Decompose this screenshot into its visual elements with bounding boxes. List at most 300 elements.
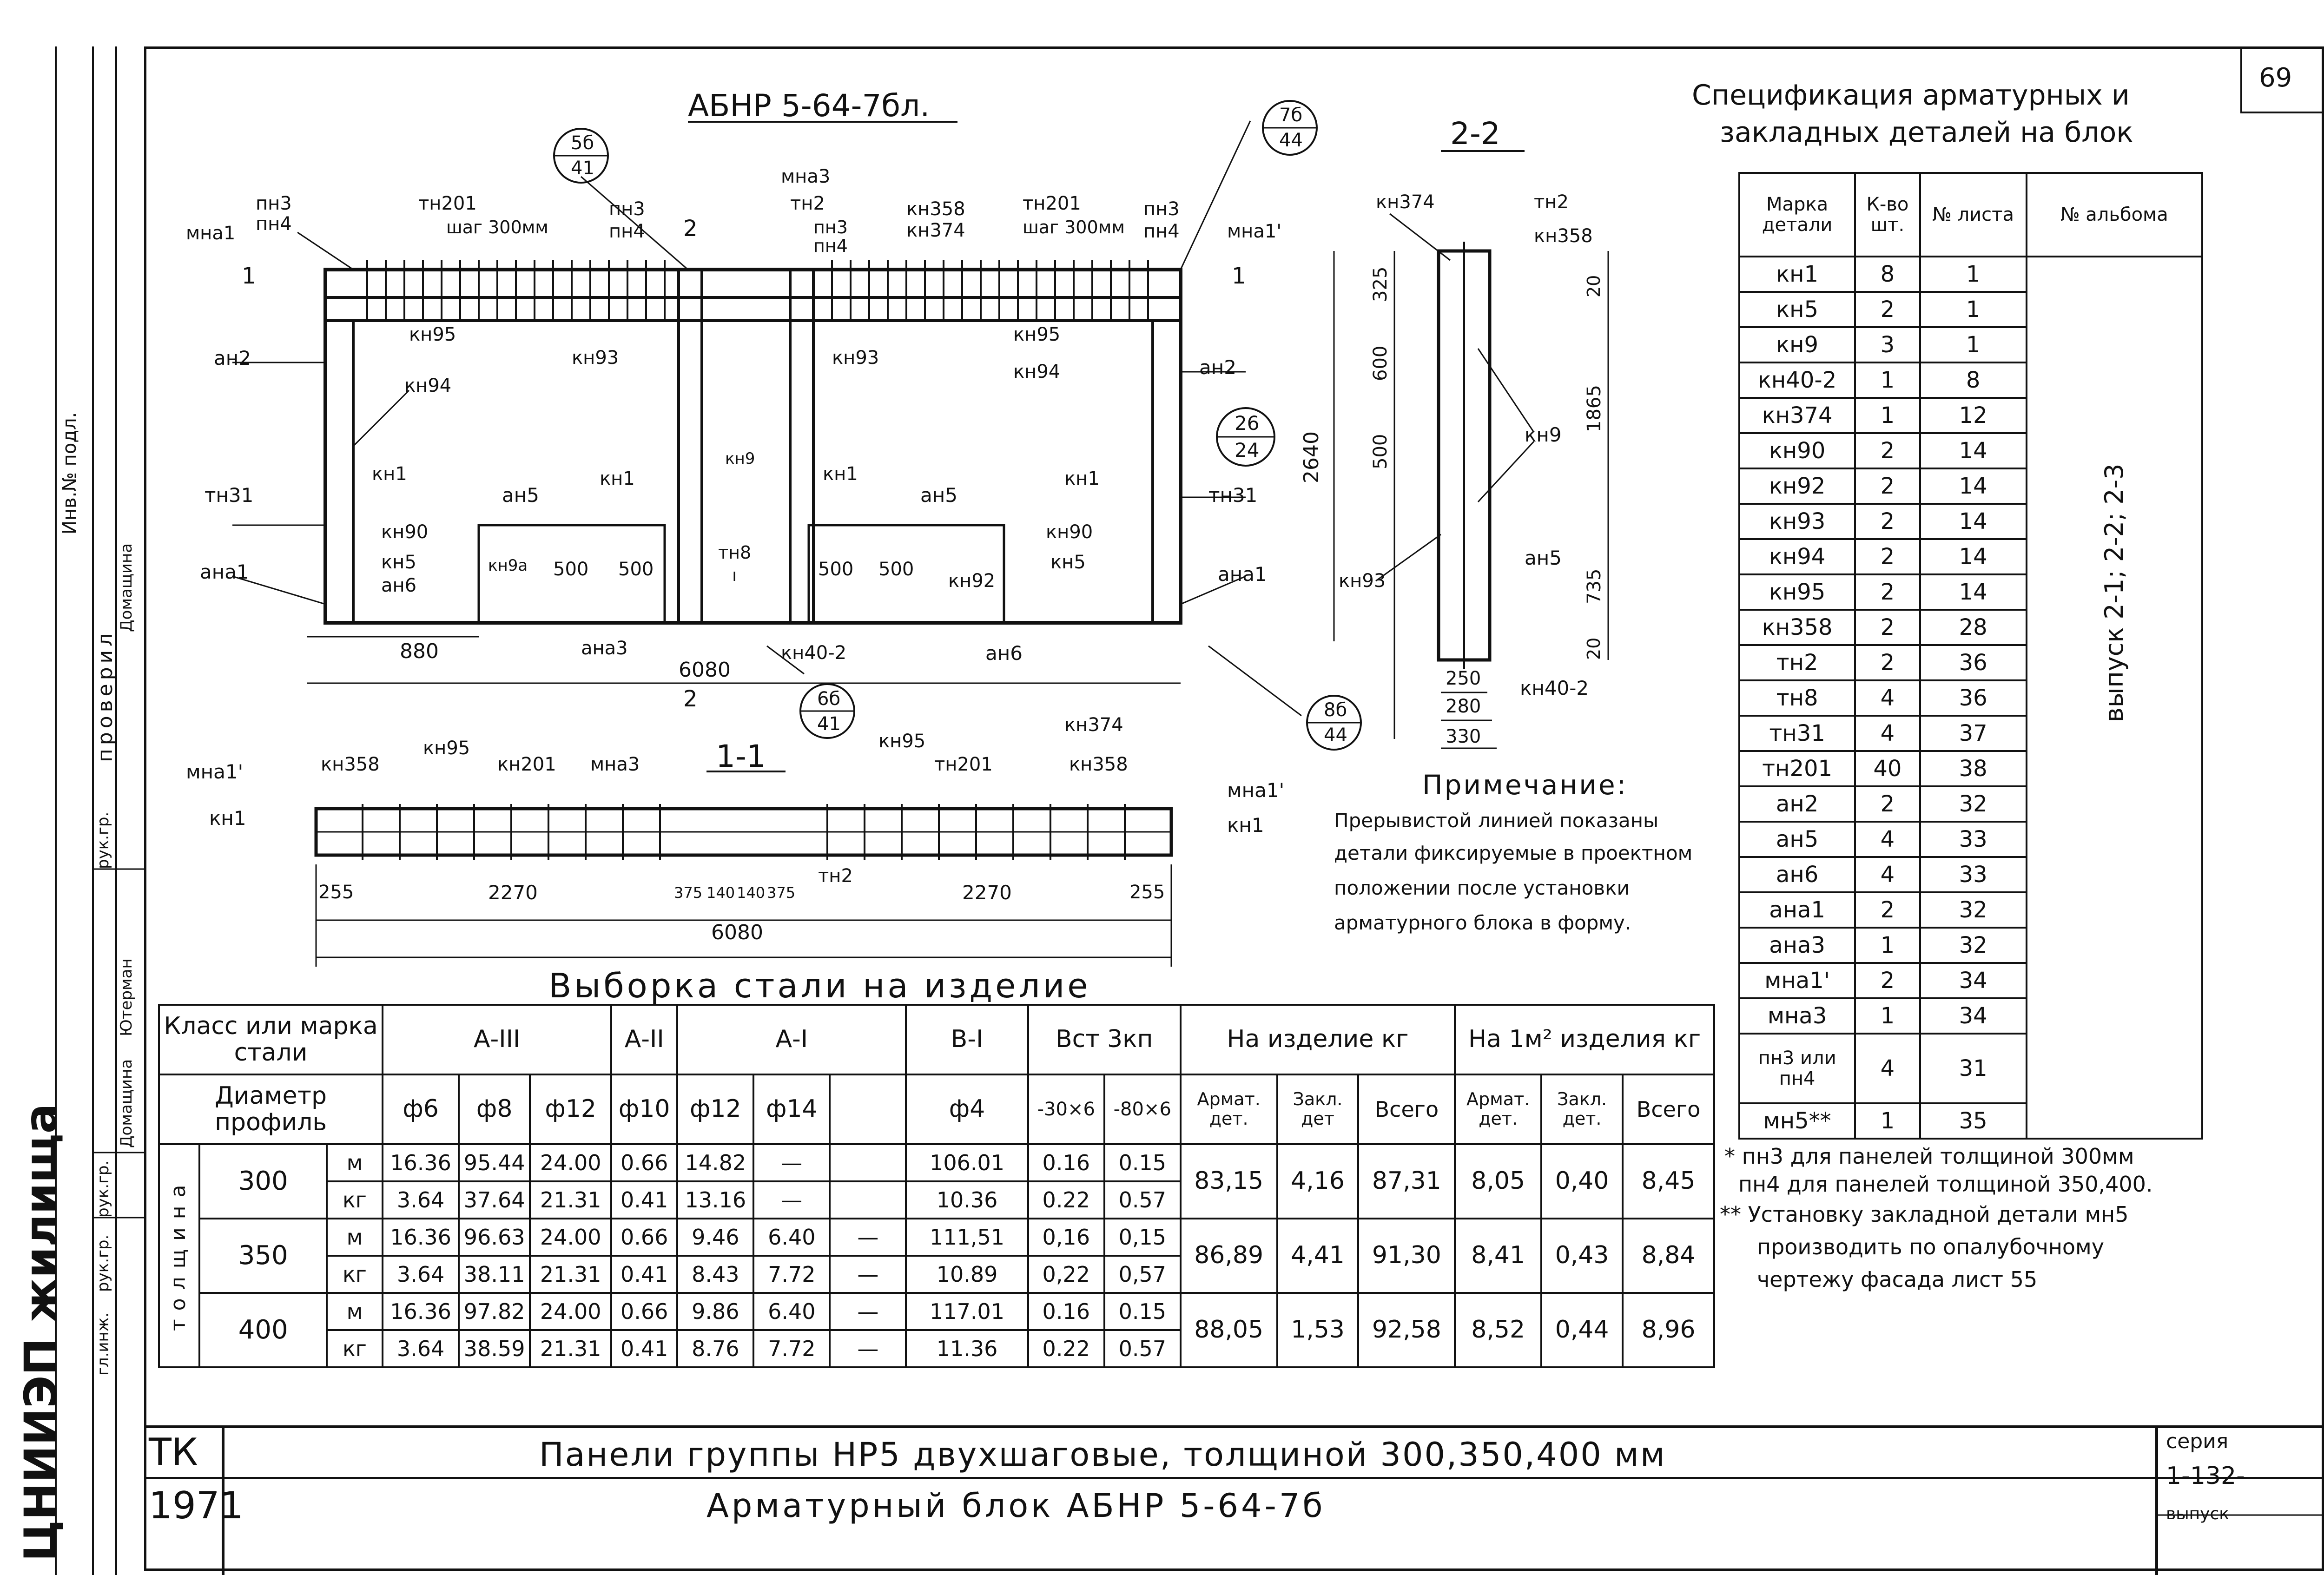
steel-thick: 400 xyxy=(199,1293,326,1367)
steel-val: 0.66 xyxy=(611,1144,677,1181)
steel-val: 21.31 xyxy=(530,1181,611,1219)
spec-mark: мна1' xyxy=(1739,963,1855,998)
steel-row xyxy=(159,1144,1714,1181)
steel-val: — xyxy=(753,1144,830,1181)
label-pn3: пн3 xyxy=(813,217,848,237)
label-pn4: пн4 xyxy=(813,236,848,256)
spec-sheet: 14 xyxy=(1920,574,2027,610)
spec-sheet: 32 xyxy=(1920,928,2027,963)
steel-diam: ф6 xyxy=(383,1074,459,1144)
steel-total: 1,53 xyxy=(1277,1293,1359,1367)
spec-qty: 2 xyxy=(1855,539,1920,574)
spec-sheet: 14 xyxy=(1920,433,2027,468)
label-mna1: мна1' xyxy=(1227,779,1285,802)
steel-val: 0.22 xyxy=(1028,1181,1104,1219)
label-kn92: кн92 xyxy=(948,570,996,592)
steel-diam: ф4 xyxy=(906,1074,1028,1144)
label-kn358: кн358 xyxy=(1069,754,1128,775)
spec-sheet: 36 xyxy=(1920,680,2027,716)
steel-title: Выборка стали на изделие xyxy=(548,966,1091,1005)
section-11-title: 1-1 xyxy=(716,738,766,774)
steel-val: 10.89 xyxy=(906,1256,1028,1293)
spec-qty: 2 xyxy=(1855,468,1920,504)
label-kn40-2: кн40-2 xyxy=(1520,677,1589,699)
steel-val: 106.01 xyxy=(906,1144,1028,1181)
steel-val: 16.36 xyxy=(383,1219,459,1256)
title-block-line1: Панели группы НР5 двухшаговые, толщиной 300,350,400 мм xyxy=(539,1436,1666,1474)
label-mna1: мна1' xyxy=(186,760,244,783)
spec-qty: 1 xyxy=(1855,1103,1920,1139)
steel-val: 16.36 xyxy=(383,1293,459,1330)
role-label: проверил xyxy=(93,629,117,762)
label-kn95: кн95 xyxy=(423,738,470,759)
spec-header-mark: Марка детали xyxy=(1739,173,1855,257)
steel-class-b1: В-I xyxy=(906,1005,1028,1074)
steel-val xyxy=(830,1144,906,1181)
spec-mark: тн8 xyxy=(1739,680,1855,716)
label-kn5: кн5 xyxy=(381,552,416,573)
label-an5: ан5 xyxy=(502,484,539,507)
label-ana1: ана1 xyxy=(200,560,249,583)
steel-val: 16.36 xyxy=(383,1144,459,1181)
label-an2: ан2 xyxy=(214,347,251,369)
spec-sheet: 1 xyxy=(1920,257,2027,292)
steel-diam xyxy=(830,1074,906,1144)
steel-val: 95.44 xyxy=(459,1144,530,1181)
footnote: * пн3 для панелей толщиной 300мм xyxy=(1724,1144,2134,1169)
spec-mark: кн92 xyxy=(1739,468,1855,504)
steel-header-row xyxy=(159,1005,1714,1074)
spec-qty: 2 xyxy=(1855,892,1920,928)
steel-val: 111,51 xyxy=(906,1219,1028,1256)
label-kn358: кн358 xyxy=(906,198,965,220)
section-mark: 1 xyxy=(1232,263,1246,289)
steel-header-diam: Диаметр профиль xyxy=(159,1074,383,1144)
steel-total: 88,05 xyxy=(1181,1293,1277,1367)
spec-sheet: 1 xyxy=(1920,292,2027,327)
steel-val: 0.66 xyxy=(611,1219,677,1256)
note-line: детали фиксируемые в проектном xyxy=(1334,842,1693,864)
section-22-title: 2-2 xyxy=(1450,116,1500,152)
spec-qty: 1 xyxy=(1855,362,1920,398)
dim-1865: 1865 xyxy=(1584,385,1605,432)
steel-val: 38.11 xyxy=(459,1256,530,1293)
spec-header-album: № альбома xyxy=(2027,173,2202,257)
label-kn94: кн94 xyxy=(404,375,452,396)
steel-val: 3.64 xyxy=(383,1181,459,1219)
spec-sheet: 12 xyxy=(1920,398,2027,433)
institute-name: ЦНИИЭП жилища xyxy=(15,1103,67,1562)
steel-total: 8,05 xyxy=(1455,1144,1541,1219)
callout-8b-bottom: 44 xyxy=(1324,725,1347,746)
spec-sheet: 32 xyxy=(1920,786,2027,822)
steel-val: 0.41 xyxy=(611,1330,677,1367)
spec-row xyxy=(1739,257,2202,292)
steel-total: 87,31 xyxy=(1358,1144,1455,1219)
label-tn2: тн2 xyxy=(1534,191,1569,213)
dim-500: 500 xyxy=(878,559,914,580)
steel-thick-header-cell xyxy=(159,1144,199,1367)
spec-qty: 8 xyxy=(1855,257,1920,292)
label-pn3: пн3 xyxy=(1143,198,1180,220)
steel-val: 0.15 xyxy=(1104,1293,1181,1330)
dim-500: 500 xyxy=(553,559,589,580)
spec-sheet: 36 xyxy=(1920,645,2027,680)
spec-sheet: 34 xyxy=(1920,963,2027,998)
steel-val: 0,15 xyxy=(1104,1219,1181,1256)
label-step: шаг 300мм xyxy=(1023,217,1125,237)
steel-val: 0.16 xyxy=(1028,1144,1104,1181)
dim-500: 500 xyxy=(618,559,654,580)
spec-header-qty: К-во шт. xyxy=(1855,173,1920,257)
label-kn1: кн1 xyxy=(372,463,407,485)
steel-val: 117.01 xyxy=(906,1293,1028,1330)
dim-2270: 2270 xyxy=(488,881,538,904)
title-block-org: ТК xyxy=(149,1430,198,1474)
spec-sheet: 35 xyxy=(1920,1103,2027,1139)
note-line: Прерывистой линией показаны xyxy=(1334,809,1659,832)
steel-val: 7.72 xyxy=(753,1256,830,1293)
spec-sheet: 34 xyxy=(1920,998,2027,1034)
steel-val: 14.82 xyxy=(677,1144,753,1181)
steel-val: 0.22 xyxy=(1028,1330,1104,1367)
label-mna1: мна1' xyxy=(1227,221,1282,242)
steel-sub: Закл. дет xyxy=(1277,1074,1359,1144)
label-ana1: ана1 xyxy=(1218,563,1267,586)
spec-qty: 4 xyxy=(1855,857,1920,892)
note-title: Примечание: xyxy=(1422,769,1628,801)
steel-total: 86,89 xyxy=(1181,1219,1277,1293)
spec-mark: мна3 xyxy=(1739,998,1855,1034)
steel-total: 83,15 xyxy=(1181,1144,1277,1219)
person-name: Домащина xyxy=(117,1059,136,1148)
person-name: Ютерман xyxy=(117,958,136,1036)
spec-qty: 1 xyxy=(1855,928,1920,963)
spec-qty: 2 xyxy=(1855,574,1920,610)
role-label: гл.инж. xyxy=(94,1312,112,1376)
steel-val: 13.16 xyxy=(677,1181,753,1219)
spec-sheet: 8 xyxy=(1920,362,2027,398)
steel-val: 8.43 xyxy=(677,1256,753,1293)
steel-total: 0,44 xyxy=(1541,1293,1623,1367)
steel-val: 3.64 xyxy=(383,1330,459,1367)
steel-val: 24.00 xyxy=(530,1219,611,1256)
specification-table xyxy=(1738,172,2203,1140)
label-kn95: кн95 xyxy=(1013,324,1061,345)
callout-6b-top: 6б xyxy=(817,688,841,710)
steel-val: 24.00 xyxy=(530,1293,611,1330)
label-tn201: тн201 xyxy=(1023,193,1081,214)
label-pn4: пн4 xyxy=(256,213,292,235)
steel-val: 10.36 xyxy=(906,1181,1028,1219)
steel-val: 97.82 xyxy=(459,1293,530,1330)
spec-sheet: 32 xyxy=(1920,892,2027,928)
steel-val: 9.86 xyxy=(677,1293,753,1330)
steel-val: 8.76 xyxy=(677,1330,753,1367)
spec-mark: кн95 xyxy=(1739,574,1855,610)
label-kn93: кн93 xyxy=(832,347,879,369)
series-number: 1-132- xyxy=(2166,1462,2245,1490)
steel-val: 0.16 xyxy=(1028,1293,1104,1330)
dim-250: 250 xyxy=(1446,668,1481,689)
label-kn90: кн90 xyxy=(1046,521,1093,543)
steel-diam: ф14 xyxy=(753,1074,830,1144)
label-pn4: пн4 xyxy=(609,221,645,242)
steel-unit: кг xyxy=(327,1330,383,1367)
steel-class-vst3kp: Вст 3кп xyxy=(1028,1005,1181,1074)
spec-mark: кн9 xyxy=(1739,327,1855,362)
steel-val: 38.59 xyxy=(459,1330,530,1367)
spec-qty: 2 xyxy=(1855,504,1920,539)
steel-class-a2: А-II xyxy=(611,1005,677,1074)
callout-6b-bottom: 41 xyxy=(817,713,841,735)
dim-500: 500 xyxy=(818,559,854,580)
steel-val: 0,57 xyxy=(1104,1256,1181,1293)
dim-20: 20 xyxy=(1584,275,1604,297)
label-kn9: кн9 xyxy=(725,449,755,468)
spec-qty: 4 xyxy=(1855,716,1920,751)
steel-unit: кг xyxy=(327,1256,383,1293)
steel-thick: 350 xyxy=(199,1219,326,1293)
steel-diam: ф10 xyxy=(611,1074,677,1144)
steel-val: 3.64 xyxy=(383,1256,459,1293)
callout-26-top: 26 xyxy=(1235,412,1260,435)
series-label: серия xyxy=(2166,1430,2229,1453)
steel-total: 92,58 xyxy=(1358,1293,1455,1367)
spec-qty: 3 xyxy=(1855,327,1920,362)
label-kn358: кн358 xyxy=(1534,225,1593,247)
dim-140: 140 xyxy=(737,884,766,902)
spec-mark: кн358 xyxy=(1739,610,1855,645)
label-an5: ан5 xyxy=(1525,547,1562,569)
spec-mark: ана3 xyxy=(1739,928,1855,963)
dim-20: 20 xyxy=(1584,637,1604,660)
spec-sheet: 28 xyxy=(1920,610,2027,645)
label-kn358: кн358 xyxy=(321,754,380,775)
spec-qty: 4 xyxy=(1855,680,1920,716)
spec-mark: кн93 xyxy=(1739,504,1855,539)
steel-unit: кг xyxy=(327,1181,383,1219)
spec-sheet: 1 xyxy=(1920,327,2027,362)
steel-val: 21.31 xyxy=(530,1330,611,1367)
label-kn374: кн374 xyxy=(906,220,965,241)
spec-mark: тн201 xyxy=(1739,751,1855,786)
spec-mark: мн5** xyxy=(1739,1103,1855,1139)
dim-325: 325 xyxy=(1370,266,1391,302)
steel-total: 8,45 xyxy=(1623,1144,1714,1219)
steel-diam: ф12 xyxy=(530,1074,611,1144)
spec-mark: кн90 xyxy=(1739,433,1855,468)
label-pn3: пн3 xyxy=(256,193,292,214)
steel-sub: Армат. дет. xyxy=(1181,1074,1277,1144)
dim-6080-total: 6080 xyxy=(711,921,763,944)
spec-mark: ана1 xyxy=(1739,892,1855,928)
steel-val: 11.36 xyxy=(906,1330,1028,1367)
steel-val: 0.15 xyxy=(1104,1144,1181,1181)
spec-qty: 1 xyxy=(1855,398,1920,433)
steel-header-product: На изделие кг xyxy=(1181,1005,1455,1074)
steel-val: 21.31 xyxy=(530,1256,611,1293)
label-tn2: тн2 xyxy=(818,865,853,887)
dim-880: 880 xyxy=(400,639,439,663)
spec-sheet: 14 xyxy=(1920,539,2027,574)
steel-diam: -30×6 xyxy=(1028,1074,1104,1144)
label-tn2: тн2 xyxy=(790,193,825,214)
spec-mark: кн5 xyxy=(1739,292,1855,327)
steel-total: 4,41 xyxy=(1277,1219,1359,1293)
callout-5b-bottom: 41 xyxy=(571,158,594,179)
steel-val: 0.41 xyxy=(611,1256,677,1293)
dim-375: 375 xyxy=(674,884,703,902)
label-tn31: тн31 xyxy=(1208,484,1258,507)
label-tn31: тн31 xyxy=(205,484,254,507)
label-tn8: тн8 xyxy=(718,542,752,563)
dim-735: 735 xyxy=(1584,568,1605,604)
spec-mark: кн374 xyxy=(1739,398,1855,433)
spec-qty: 2 xyxy=(1855,292,1920,327)
steel-val: — xyxy=(830,1330,906,1367)
steel-val: 0,16 xyxy=(1028,1219,1104,1256)
steel-sub: Закл. дет. xyxy=(1541,1074,1623,1144)
label-kn9: кн9 xyxy=(1525,423,1562,446)
footnote: производить по опалубочному xyxy=(1757,1234,2104,1259)
label-mna1: мна1 xyxy=(186,223,236,244)
callout-8b-top: 8б xyxy=(1324,699,1347,721)
steel-val: — xyxy=(753,1181,830,1219)
steel-val xyxy=(830,1181,906,1219)
spec-qty: 2 xyxy=(1855,786,1920,822)
dim-255: 255 xyxy=(318,882,354,903)
label-kn1: кн1 xyxy=(1227,814,1264,837)
spec-qty: 4 xyxy=(1855,822,1920,857)
label-kn95: кн95 xyxy=(878,731,926,752)
label-kn9a: кн9а xyxy=(488,556,528,575)
steel-val: 24.00 xyxy=(530,1144,611,1181)
steel-total: 8,96 xyxy=(1623,1293,1714,1367)
spec-qty: 2 xyxy=(1855,433,1920,468)
spec-mark: ан5 xyxy=(1739,822,1855,857)
person-name: Домащина xyxy=(117,543,136,632)
steel-val: 7.72 xyxy=(753,1330,830,1367)
label-mna3: мна3 xyxy=(590,754,640,775)
spec-album-cell xyxy=(2027,257,2202,1139)
steel-diam: ф8 xyxy=(459,1074,530,1144)
dim-2270: 2270 xyxy=(962,881,1012,904)
label-kn1: кн1 xyxy=(209,807,246,830)
dim-255: 255 xyxy=(1129,882,1165,903)
spec-qty: 1 xyxy=(1855,998,1920,1034)
steel-class-a1: А-I xyxy=(677,1005,906,1074)
spec-header-row xyxy=(1739,173,2202,257)
steel-sub: Всего xyxy=(1358,1074,1455,1144)
steel-diam: ф12 xyxy=(677,1074,753,1144)
steel-unit: м xyxy=(327,1219,383,1256)
label-kn5: кн5 xyxy=(1050,552,1086,573)
steel-val: — xyxy=(830,1293,906,1330)
spec-mark: кн1 xyxy=(1739,257,1855,292)
label-kn1: кн1 xyxy=(823,463,858,485)
steel-header-m2: На 1м² изделия кг xyxy=(1455,1005,1714,1074)
spec-sheet: 14 xyxy=(1920,468,2027,504)
label-pn4: пн4 xyxy=(1143,221,1180,242)
spec-sheet: 37 xyxy=(1920,716,2027,751)
steel-thick: 300 xyxy=(199,1144,326,1219)
dim-280: 280 xyxy=(1446,696,1481,717)
label-kn90: кн90 xyxy=(381,521,429,543)
steel-total: 8,84 xyxy=(1623,1219,1714,1293)
spec-mark: кн94 xyxy=(1739,539,1855,574)
spec-mark: тн2 xyxy=(1739,645,1855,680)
spec-mark: тн31 xyxy=(1739,716,1855,751)
stamp-label: Инв.№ подл. xyxy=(59,412,80,534)
spec-qty: 2 xyxy=(1855,645,1920,680)
label-pn3: пн3 xyxy=(609,198,645,220)
label-kn201: кн201 xyxy=(497,754,556,775)
steel-val: 37.64 xyxy=(459,1181,530,1219)
steel-class-a3: А-III xyxy=(383,1005,611,1074)
note-line: арматурного блока в форму. xyxy=(1334,911,1631,934)
label-kn374: кн374 xyxy=(1064,714,1123,736)
spec-mark: кн40-2 xyxy=(1739,362,1855,398)
label-kn40-2: кн40-2 xyxy=(781,642,847,664)
steel-unit: м xyxy=(327,1293,383,1330)
label-kn93: кн93 xyxy=(1339,570,1386,592)
section-mark: 2 xyxy=(683,686,698,712)
label-step: шаг 300мм xyxy=(446,217,548,237)
role-label: рук.гр. xyxy=(94,811,112,869)
steel-total: 8,52 xyxy=(1455,1293,1541,1367)
label-kn93: кн93 xyxy=(572,347,619,369)
steel-val: 6.40 xyxy=(753,1293,830,1330)
callout-26-bottom: 24 xyxy=(1235,439,1260,461)
steel-row xyxy=(159,1219,1714,1256)
label-an6: ан6 xyxy=(985,642,1023,665)
dim-140: 140 xyxy=(706,884,735,902)
label-an6: ан6 xyxy=(381,575,417,596)
elevation-title: АБНР 5-64-7бл. xyxy=(688,88,930,124)
spec-sheet: 31 xyxy=(1920,1034,2027,1103)
role-label: рук.гр. xyxy=(94,1160,112,1218)
dim-375: 375 xyxy=(767,884,796,902)
label-tn201: тн201 xyxy=(934,754,993,775)
steel-total: 91,30 xyxy=(1358,1219,1455,1293)
callout-5b-top: 5б xyxy=(571,132,594,154)
steel-thick-header: толщина xyxy=(166,1176,190,1331)
steel-table xyxy=(158,1004,1715,1368)
steel-sub: Всего xyxy=(1623,1074,1714,1144)
dim-6080: 6080 xyxy=(679,658,731,682)
label-kn94: кн94 xyxy=(1013,361,1061,382)
spec-sheet: 38 xyxy=(1920,751,2027,786)
label-ana3: ана3 xyxy=(581,638,628,659)
label-mna3: мна3 xyxy=(781,166,831,187)
spec-qty: 40 xyxy=(1855,751,1920,786)
role-label: рук.гр. xyxy=(94,1234,112,1292)
sheet-number: 69 xyxy=(2259,63,2292,93)
footnote: чертежу фасада лист 55 xyxy=(1757,1267,2038,1292)
label-an5: ан5 xyxy=(920,484,957,507)
label-kn95: кн95 xyxy=(409,324,456,345)
dim-500: 500 xyxy=(1370,434,1391,469)
label-kn374: кн374 xyxy=(1376,191,1435,213)
spec-header-sheet: № листа xyxy=(1920,173,2027,257)
footnote: ** Установку закладной детали мн5 xyxy=(1720,1202,2129,1227)
steel-val: — xyxy=(830,1219,906,1256)
section-mark: 2 xyxy=(683,216,698,242)
steel-row xyxy=(159,1293,1714,1330)
steel-val: 0.41 xyxy=(611,1181,677,1219)
steel-val: 9.46 xyxy=(677,1219,753,1256)
